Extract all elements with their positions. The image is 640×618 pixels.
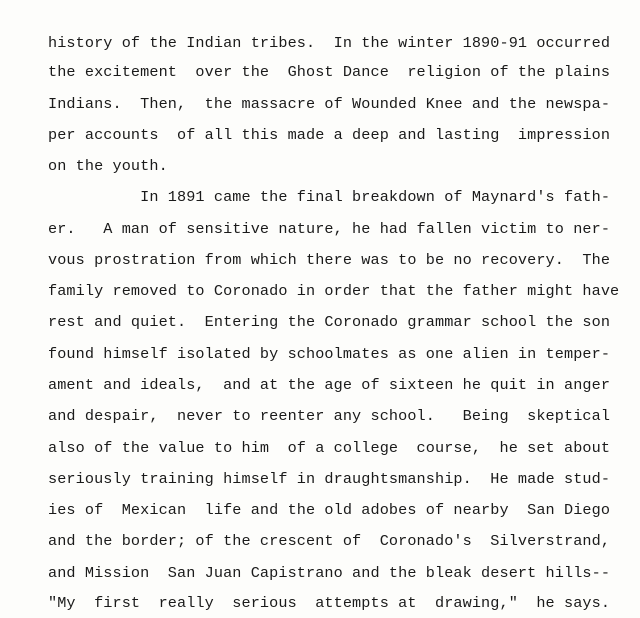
text-line: the excitement over the Ghost Dance religion of the plains (48, 63, 611, 81)
text-line: also of the value to him of a college course, he set about (48, 439, 611, 457)
text-line: In 1891 came the final breakdown of Maynard's fath- (48, 188, 611, 206)
text-line: and despair, never to reenter any school. Being skeptical (48, 407, 611, 425)
text-line: Indians. Then, the massacre of Wounded Knee and the newspa- (48, 95, 611, 113)
text-line: on the youth. (48, 157, 168, 175)
text-line: history of the Indian tribes. In the winter 1890-91 occurred (48, 34, 611, 52)
text-line: "My first really serious attempts at drawing," he says. (48, 594, 611, 612)
text-line: vous prostration from which there was to be no recovery. The (48, 251, 611, 269)
text-line: er. A man of sensitive nature, he had fallen victim to ner- (48, 220, 611, 238)
text-line: ament and ideals, and at the age of sixteen he quit in anger (48, 376, 611, 394)
text-line: rest and quiet. Entering the Coronado grammar school the son (48, 313, 611, 331)
text-line: seriously training himself in draughtsmanship. He made stud- (48, 470, 611, 488)
text-line: and the border; of the crescent of Coronado's Silverstrand, (48, 532, 611, 550)
text-line: and Mission San Juan Capistrano and the bleak desert hills-- (48, 564, 611, 582)
text-line: family removed to Coronado in order that the father might have (48, 282, 620, 300)
text-line: found himself isolated by schoolmates as one alien in temper- (48, 345, 611, 363)
text-line: ies of Mexican life and the old adobes of nearby San Diego (48, 501, 611, 519)
text-line: per accounts of all this made a deep and lasting impression (48, 126, 611, 144)
